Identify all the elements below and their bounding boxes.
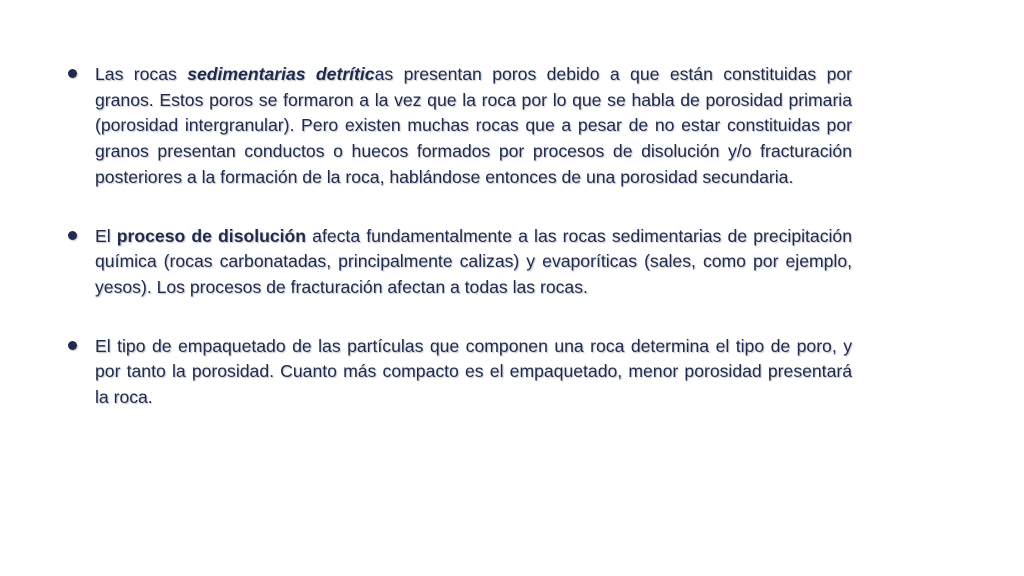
bullet-list	[66, 62, 852, 411]
bullet-dot-icon	[68, 231, 77, 240]
bullet-dot-icon	[68, 69, 77, 78]
bullet-text-normal: El tipo de empaquetado de las partículas que componen una roca determina el tipo de poro, y por tanto la porosidad. Cuanto más compacto es el empaquetado, menor porosidad presentará la roca.	[95, 335, 852, 408]
bullet-text-normal: El	[95, 225, 117, 246]
bullet-text-normal: Las rocas	[95, 64, 188, 84]
bullet-item-dissolution	[66, 224, 852, 301]
bullet-text-normal: as presentan poros debido a que están constituidas por granos. Estos poros se formaron a la vez que la roca por lo que se habla de porosidad primaria (porosidad intergranular). Pero existen muchas rocas que a pesar de no estar constituidas por granos presentan conductos o huecos formados por procesos de disolución y/o fracturación posteriores a la formación de la roca, hablándose entonces de una porosidad secundaria.	[95, 64, 852, 187]
bullet-item-packing	[66, 334, 852, 411]
bullet-item-porosity-types	[66, 62, 852, 191]
bullet-text-emphasis: sedimentarias detrític	[187, 64, 375, 84]
bullet-dot-icon	[68, 341, 77, 350]
bullet-text-normal: afecta fundamentalmente a las rocas sedimentarias de precipitación química (rocas carbonatadas, principalmente calizas) y evaporíticas (sales, como por ejemplo, yesos). Los procesos de fracturación afectan a todas las rocas.	[95, 225, 852, 297]
bullet-text-bold: proceso de disolución	[116, 225, 307, 246]
